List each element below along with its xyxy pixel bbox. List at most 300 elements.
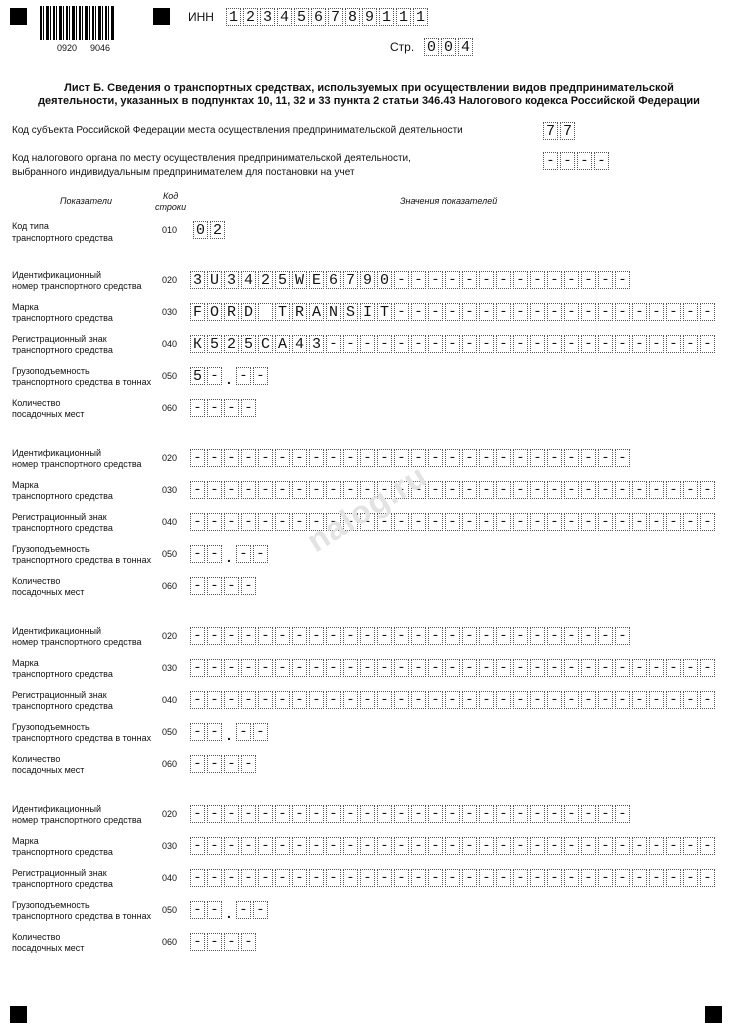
- vehicle-4-brand-cell[interactable]: [207, 837, 222, 855]
- vehicle-3-vin-cell[interactable]: [377, 627, 392, 645]
- vehicle-1-brand-cell[interactable]: I: [360, 303, 375, 321]
- vehicle-4-reg-cell[interactable]: [649, 869, 664, 887]
- vehicle-2-brand-cell[interactable]: [649, 481, 664, 499]
- vehicle-4-reg-cell[interactable]: [479, 869, 494, 887]
- vehicle-1-vin-cell[interactable]: [581, 271, 596, 289]
- inn-cell[interactable]: 2: [243, 8, 258, 26]
- vehicle-1-brand-cell[interactable]: T: [275, 303, 290, 321]
- vehicle-3-vin-cell[interactable]: [190, 627, 205, 645]
- vehicle-2-reg-cell[interactable]: [411, 513, 426, 531]
- vehicle-3-brand-cell[interactable]: [394, 659, 409, 677]
- vehicle-4-vin-cell[interactable]: [581, 805, 596, 823]
- vehicle-2-brand-cell[interactable]: [598, 481, 613, 499]
- vehicle-4-seats-cell[interactable]: [241, 933, 256, 951]
- vehicle-3-vin-cell[interactable]: [479, 627, 494, 645]
- vehicle-4-brand-cell[interactable]: [581, 837, 596, 855]
- vehicle-3-brand-cell[interactable]: [224, 659, 239, 677]
- vehicle-4-reg-cell[interactable]: [190, 869, 205, 887]
- vehicle-3-cap-frac-cell[interactable]: [236, 723, 251, 741]
- vehicle-1-vin-cell[interactable]: [496, 271, 511, 289]
- vehicle-1-reg-cell[interactable]: [462, 335, 477, 353]
- vehicle-3-brand-cell[interactable]: [530, 659, 545, 677]
- vehicle-2-vin-cell[interactable]: [564, 449, 579, 467]
- vehicle-1-reg-cell[interactable]: [479, 335, 494, 353]
- vehicle-4-vin-cell[interactable]: [190, 805, 205, 823]
- vehicle-4-vin-cell[interactable]: [360, 805, 375, 823]
- vehicle-4-vin-cell[interactable]: [530, 805, 545, 823]
- vehicle-2-reg-cell[interactable]: [224, 513, 239, 531]
- vehicle-4-vin-cell[interactable]: [615, 805, 630, 823]
- vehicle-3-reg-cell[interactable]: [394, 691, 409, 709]
- vehicle-2-reg-cell[interactable]: [700, 513, 715, 531]
- vehicle-2-brand-cell[interactable]: [496, 481, 511, 499]
- vehicle-2-cap-frac-cell[interactable]: [236, 545, 251, 563]
- vehicle-4-vin-cell[interactable]: [292, 805, 307, 823]
- vehicle-3-reg-cell[interactable]: [615, 691, 630, 709]
- vehicle-3-vin-cell[interactable]: [394, 627, 409, 645]
- vehicle-4-reg-cell[interactable]: [309, 869, 324, 887]
- vehicle-4-vin-cell[interactable]: [547, 805, 562, 823]
- vehicle-4-seats-cell[interactable]: [190, 933, 205, 951]
- vehicle-1-brand-cell[interactable]: T: [377, 303, 392, 321]
- subject-code-cell[interactable]: 7: [543, 122, 558, 140]
- vehicle-3-reg-cell[interactable]: [241, 691, 256, 709]
- vehicle-2-vin-cell[interactable]: [190, 449, 205, 467]
- vehicle-1-reg-cell[interactable]: [700, 335, 715, 353]
- vehicle-1-reg-cell[interactable]: [666, 335, 681, 353]
- vehicle-2-vin-cell[interactable]: [581, 449, 596, 467]
- vehicle-3-vin-cell[interactable]: [411, 627, 426, 645]
- vehicle-4-vin-cell[interactable]: [394, 805, 409, 823]
- vehicle-3-brand-cell[interactable]: [241, 659, 256, 677]
- vehicle-1-cap-frac-cell[interactable]: [253, 367, 268, 385]
- vehicle-4-vin-cell[interactable]: [241, 805, 256, 823]
- vehicle-1-brand-cell[interactable]: N: [326, 303, 341, 321]
- vehicle-3-vin-field[interactable]: [190, 627, 632, 647]
- vehicle-2-brand-cell[interactable]: [258, 481, 273, 499]
- vehicle-2-brand-cell[interactable]: [241, 481, 256, 499]
- page-number-cell[interactable]: 0: [424, 38, 439, 56]
- page-number-field[interactable]: [424, 38, 475, 58]
- vehicle-1-vin-cell[interactable]: [564, 271, 579, 289]
- vehicle-4-brand-cell[interactable]: [649, 837, 664, 855]
- vehicle-3-vin-cell[interactable]: [241, 627, 256, 645]
- vehicle-2-vin-cell[interactable]: [275, 449, 290, 467]
- tax-office-code-field[interactable]: [543, 152, 611, 172]
- vehicle-2-reg-cell[interactable]: [445, 513, 460, 531]
- vehicle-4-vin-cell[interactable]: [326, 805, 341, 823]
- tax-office-code-cell[interactable]: [577, 152, 592, 170]
- vehicle-3-vin-cell[interactable]: [615, 627, 630, 645]
- vehicle-4-seats-field[interactable]: [190, 933, 258, 953]
- vehicle-4-brand-cell[interactable]: [241, 837, 256, 855]
- vehicle-3-reg-cell[interactable]: [479, 691, 494, 709]
- vehicle-4-vin-cell[interactable]: [513, 805, 528, 823]
- vehicle-1-vin-cell[interactable]: 7: [343, 271, 358, 289]
- vehicle-3-brand-cell[interactable]: [598, 659, 613, 677]
- vehicle-2-vin-cell[interactable]: [343, 449, 358, 467]
- vehicle-1-reg-cell[interactable]: С: [258, 335, 273, 353]
- vehicle-3-reg-cell[interactable]: [547, 691, 562, 709]
- vehicle-1-vin-field[interactable]: [190, 271, 632, 291]
- vehicle-4-vin-cell[interactable]: [462, 805, 477, 823]
- vehicle-1-vin-cell[interactable]: [598, 271, 613, 289]
- vehicle-2-cap-frac-cell[interactable]: [253, 545, 268, 563]
- vehicle-4-brand-cell[interactable]: [700, 837, 715, 855]
- vehicle-4-brand-cell[interactable]: [666, 837, 681, 855]
- vehicle-1-brand-cell[interactable]: [598, 303, 613, 321]
- vehicle-4-cap-frac-cell[interactable]: [236, 901, 251, 919]
- vehicle-1-brand-cell[interactable]: [666, 303, 681, 321]
- vehicle-3-reg-cell[interactable]: [428, 691, 443, 709]
- vehicle-4-brand-cell[interactable]: [411, 837, 426, 855]
- vehicle-3-seats-field[interactable]: [190, 755, 258, 775]
- vehicle-2-brand-cell[interactable]: [309, 481, 324, 499]
- vehicle-4-brand-cell[interactable]: [530, 837, 545, 855]
- page-number-cell[interactable]: 0: [441, 38, 456, 56]
- vehicle-1-reg-cell[interactable]: А: [275, 335, 290, 353]
- vehicle-4-vin-cell[interactable]: [428, 805, 443, 823]
- vehicle-3-reg-cell[interactable]: [343, 691, 358, 709]
- vehicle-1-vin-cell[interactable]: 0: [377, 271, 392, 289]
- vehicle-2-vin-cell[interactable]: [598, 449, 613, 467]
- vehicle-1-seats-cell[interactable]: [224, 399, 239, 417]
- vehicle-2-brand-cell[interactable]: [326, 481, 341, 499]
- vehicle-4-vin-cell[interactable]: [309, 805, 324, 823]
- vehicle-1-vin-cell[interactable]: [479, 271, 494, 289]
- vehicle-1-cap-field[interactable]: [190, 367, 270, 387]
- vehicle-3-brand-cell[interactable]: [496, 659, 511, 677]
- vehicle-4-reg-field[interactable]: [190, 869, 717, 889]
- vehicle-4-brand-cell[interactable]: [326, 837, 341, 855]
- vehicle-1-seats-cell[interactable]: [241, 399, 256, 417]
- vehicle-2-brand-cell[interactable]: [292, 481, 307, 499]
- inn-cell[interactable]: 1: [379, 8, 394, 26]
- vehicle-1-brand-cell[interactable]: F: [190, 303, 205, 321]
- vehicle-4-cap-int-cell[interactable]: [190, 901, 205, 919]
- vehicle-2-brand-cell[interactable]: [513, 481, 528, 499]
- vehicle-2-brand-cell[interactable]: [445, 481, 460, 499]
- vehicle-3-brand-cell[interactable]: [649, 659, 664, 677]
- vehicle-4-brand-cell[interactable]: [190, 837, 205, 855]
- vehicle-1-reg-cell[interactable]: [428, 335, 443, 353]
- vehicle-2-brand-cell[interactable]: [479, 481, 494, 499]
- vehicle-1-vin-cell[interactable]: [513, 271, 528, 289]
- vehicle-2-reg-cell[interactable]: [615, 513, 630, 531]
- vehicle-3-reg-cell[interactable]: [190, 691, 205, 709]
- vehicle-4-brand-cell[interactable]: [258, 837, 273, 855]
- vehicle-4-brand-cell[interactable]: [394, 837, 409, 855]
- vehicle-2-vin-cell[interactable]: [445, 449, 460, 467]
- vehicle-3-seats-cell[interactable]: [207, 755, 222, 773]
- vehicle-1-seats-cell[interactable]: [207, 399, 222, 417]
- vehicle-3-brand-cell[interactable]: [462, 659, 477, 677]
- tax-office-code-cell[interactable]: [543, 152, 558, 170]
- vehicle-1-brand-cell[interactable]: [530, 303, 545, 321]
- vehicle-1-reg-cell[interactable]: [598, 335, 613, 353]
- inn-cell[interactable]: 1: [226, 8, 241, 26]
- vehicle-2-vin-cell[interactable]: [428, 449, 443, 467]
- vehicle-4-brand-cell[interactable]: [615, 837, 630, 855]
- vehicle-1-vin-cell[interactable]: U: [207, 271, 222, 289]
- vehicle-3-vin-cell[interactable]: [207, 627, 222, 645]
- vehicle-1-brand-cell[interactable]: [700, 303, 715, 321]
- vehicle-1-brand-cell[interactable]: [479, 303, 494, 321]
- vehicle-1-reg-cell[interactable]: [632, 335, 647, 353]
- vehicle-4-brand-cell[interactable]: [479, 837, 494, 855]
- vehicle-3-vin-cell[interactable]: [598, 627, 613, 645]
- vehicle-2-reg-cell[interactable]: [462, 513, 477, 531]
- vehicle-3-reg-cell[interactable]: [411, 691, 426, 709]
- inn-cell[interactable]: 6: [311, 8, 326, 26]
- vehicle-4-reg-cell[interactable]: [564, 869, 579, 887]
- vehicle-3-brand-cell[interactable]: [411, 659, 426, 677]
- vehicle-2-reg-cell[interactable]: [564, 513, 579, 531]
- vehicle-3-brand-cell[interactable]: [377, 659, 392, 677]
- page-number-cell[interactable]: 4: [458, 38, 473, 56]
- vehicle-4-vin-cell[interactable]: [275, 805, 290, 823]
- inn-cell[interactable]: 5: [294, 8, 309, 26]
- vehicle-3-reg-cell[interactable]: [683, 691, 698, 709]
- vehicle-1-vin-cell[interactable]: [411, 271, 426, 289]
- vehicle-3-brand-cell[interactable]: [207, 659, 222, 677]
- vehicle-3-reg-cell[interactable]: [309, 691, 324, 709]
- vehicle-type-cell[interactable]: 2: [210, 221, 225, 239]
- vehicle-3-seats-cell[interactable]: [224, 755, 239, 773]
- vehicle-1-vin-cell[interactable]: E: [309, 271, 324, 289]
- vehicle-2-reg-cell[interactable]: [190, 513, 205, 531]
- vehicle-2-seats-cell[interactable]: [190, 577, 205, 595]
- subject-code-cell[interactable]: 7: [560, 122, 575, 140]
- vehicle-1-vin-cell[interactable]: [547, 271, 562, 289]
- vehicle-1-vin-cell[interactable]: [530, 271, 545, 289]
- vehicle-3-reg-cell[interactable]: [292, 691, 307, 709]
- vehicle-1-vin-cell[interactable]: [428, 271, 443, 289]
- vehicle-2-vin-cell[interactable]: [479, 449, 494, 467]
- vehicle-2-reg-cell[interactable]: [496, 513, 511, 531]
- vehicle-4-vin-cell[interactable]: [343, 805, 358, 823]
- vehicle-1-brand-cell[interactable]: [683, 303, 698, 321]
- vehicle-4-brand-cell[interactable]: [496, 837, 511, 855]
- vehicle-4-brand-cell[interactable]: [292, 837, 307, 855]
- vehicle-4-vin-cell[interactable]: [479, 805, 494, 823]
- vehicle-2-reg-cell[interactable]: [530, 513, 545, 531]
- vehicle-2-reg-cell[interactable]: [598, 513, 613, 531]
- vehicle-3-reg-cell[interactable]: [462, 691, 477, 709]
- vehicle-1-reg-cell[interactable]: [394, 335, 409, 353]
- vehicle-3-brand-cell[interactable]: [360, 659, 375, 677]
- vehicle-1-vin-cell[interactable]: [394, 271, 409, 289]
- vehicle-3-reg-cell[interactable]: [207, 691, 222, 709]
- vehicle-3-vin-cell[interactable]: [445, 627, 460, 645]
- vehicle-2-seats-field[interactable]: [190, 577, 258, 597]
- vehicle-2-brand-field[interactable]: [190, 481, 717, 501]
- vehicle-4-reg-cell[interactable]: [598, 869, 613, 887]
- vehicle-4-vin-cell[interactable]: [258, 805, 273, 823]
- vehicle-3-brand-cell[interactable]: [666, 659, 681, 677]
- vehicle-1-reg-field[interactable]: [190, 335, 717, 355]
- vehicle-3-cap-field[interactable]: [190, 723, 270, 743]
- vehicle-1-reg-cell[interactable]: [496, 335, 511, 353]
- vehicle-3-brand-cell[interactable]: [513, 659, 528, 677]
- vehicle-1-reg-cell[interactable]: 4: [292, 335, 307, 353]
- vehicle-4-brand-cell[interactable]: [275, 837, 290, 855]
- vehicle-2-reg-cell[interactable]: [479, 513, 494, 531]
- inn-cell[interactable]: 3: [260, 8, 275, 26]
- vehicle-4-brand-cell[interactable]: [683, 837, 698, 855]
- vehicle-2-seats-cell[interactable]: [207, 577, 222, 595]
- vehicle-3-brand-cell[interactable]: [343, 659, 358, 677]
- vehicle-2-reg-cell[interactable]: [547, 513, 562, 531]
- vehicle-4-reg-cell[interactable]: [326, 869, 341, 887]
- vehicle-4-vin-cell[interactable]: [598, 805, 613, 823]
- vehicle-2-brand-cell[interactable]: [275, 481, 290, 499]
- vehicle-4-vin-cell[interactable]: [445, 805, 460, 823]
- vehicle-2-vin-cell[interactable]: [377, 449, 392, 467]
- vehicle-3-brand-cell[interactable]: [326, 659, 341, 677]
- vehicle-1-brand-cell[interactable]: [394, 303, 409, 321]
- vehicle-3-brand-cell[interactable]: [479, 659, 494, 677]
- vehicle-4-reg-cell[interactable]: [360, 869, 375, 887]
- inn-field[interactable]: [226, 8, 430, 28]
- vehicle-2-brand-cell[interactable]: [581, 481, 596, 499]
- vehicle-2-vin-cell[interactable]: [326, 449, 341, 467]
- vehicle-4-reg-cell[interactable]: [292, 869, 307, 887]
- vehicle-1-brand-cell[interactable]: [632, 303, 647, 321]
- vehicle-2-brand-cell[interactable]: [564, 481, 579, 499]
- vehicle-3-vin-cell[interactable]: [343, 627, 358, 645]
- vehicle-1-cap-frac-cell[interactable]: [236, 367, 251, 385]
- vehicle-4-reg-cell[interactable]: [343, 869, 358, 887]
- vehicle-2-brand-cell[interactable]: [224, 481, 239, 499]
- vehicle-1-brand-cell[interactable]: A: [309, 303, 324, 321]
- vehicle-3-brand-cell[interactable]: [632, 659, 647, 677]
- vehicle-1-brand-cell[interactable]: R: [292, 303, 307, 321]
- vehicle-2-brand-cell[interactable]: [700, 481, 715, 499]
- vehicle-3-reg-cell[interactable]: [496, 691, 511, 709]
- vehicle-1-vin-cell[interactable]: W: [292, 271, 307, 289]
- vehicle-2-cap-int-cell[interactable]: [190, 545, 205, 563]
- vehicle-4-brand-cell[interactable]: [360, 837, 375, 855]
- vehicle-4-reg-cell[interactable]: [445, 869, 460, 887]
- vehicle-3-brand-cell[interactable]: [445, 659, 460, 677]
- vehicle-4-vin-field[interactable]: [190, 805, 632, 825]
- inn-cell[interactable]: 8: [345, 8, 360, 26]
- vehicle-3-reg-cell[interactable]: [258, 691, 273, 709]
- vehicle-3-vin-cell[interactable]: [547, 627, 562, 645]
- vehicle-3-reg-cell[interactable]: [666, 691, 681, 709]
- vehicle-2-reg-cell[interactable]: [207, 513, 222, 531]
- vehicle-2-brand-cell[interactable]: [666, 481, 681, 499]
- vehicle-2-vin-cell[interactable]: [309, 449, 324, 467]
- vehicle-4-seats-cell[interactable]: [224, 933, 239, 951]
- vehicle-1-reg-cell[interactable]: [343, 335, 358, 353]
- vehicle-4-brand-cell[interactable]: [462, 837, 477, 855]
- vehicle-2-seats-cell[interactable]: [224, 577, 239, 595]
- vehicle-1-vin-cell[interactable]: 5: [275, 271, 290, 289]
- vehicle-2-seats-cell[interactable]: [241, 577, 256, 595]
- vehicle-3-brand-cell[interactable]: [258, 659, 273, 677]
- vehicle-3-reg-cell[interactable]: [564, 691, 579, 709]
- vehicle-3-vin-cell[interactable]: [581, 627, 596, 645]
- vehicle-2-reg-cell[interactable]: [513, 513, 528, 531]
- vehicle-1-cap-int-cell[interactable]: 5: [190, 367, 205, 385]
- vehicle-1-reg-cell[interactable]: [683, 335, 698, 353]
- vehicle-1-reg-cell[interactable]: К: [190, 335, 205, 353]
- vehicle-4-brand-cell[interactable]: [632, 837, 647, 855]
- vehicle-3-vin-cell[interactable]: [360, 627, 375, 645]
- vehicle-1-brand-cell[interactable]: [649, 303, 664, 321]
- vehicle-2-cap-int-cell[interactable]: [207, 545, 222, 563]
- vehicle-2-brand-cell[interactable]: [207, 481, 222, 499]
- vehicle-3-reg-cell[interactable]: [700, 691, 715, 709]
- vehicle-3-reg-cell[interactable]: [598, 691, 613, 709]
- vehicle-1-brand-cell[interactable]: [258, 303, 273, 321]
- vehicle-4-vin-cell[interactable]: [224, 805, 239, 823]
- vehicle-4-cap-field[interactable]: [190, 901, 270, 921]
- vehicle-2-vin-cell[interactable]: [241, 449, 256, 467]
- vehicle-2-reg-cell[interactable]: [632, 513, 647, 531]
- vehicle-1-vin-cell[interactable]: 2: [258, 271, 273, 289]
- vehicle-4-vin-cell[interactable]: [411, 805, 426, 823]
- vehicle-3-seats-cell[interactable]: [190, 755, 205, 773]
- vehicle-4-reg-cell[interactable]: [224, 869, 239, 887]
- tax-office-code-cell[interactable]: [594, 152, 609, 170]
- vehicle-3-reg-field[interactable]: [190, 691, 717, 711]
- vehicle-2-vin-cell[interactable]: [360, 449, 375, 467]
- vehicle-2-vin-cell[interactable]: [513, 449, 528, 467]
- vehicle-4-reg-cell[interactable]: [666, 869, 681, 887]
- vehicle-2-reg-cell[interactable]: [683, 513, 698, 531]
- vehicle-2-reg-cell[interactable]: [258, 513, 273, 531]
- vehicle-3-vin-cell[interactable]: [292, 627, 307, 645]
- vehicle-1-vin-cell[interactable]: 9: [360, 271, 375, 289]
- vehicle-2-reg-field[interactable]: [190, 513, 717, 533]
- vehicle-3-brand-cell[interactable]: [615, 659, 630, 677]
- vehicle-1-vin-cell[interactable]: 4: [241, 271, 256, 289]
- vehicle-2-vin-cell[interactable]: [292, 449, 307, 467]
- vehicle-4-cap-int-cell[interactable]: [207, 901, 222, 919]
- vehicle-2-vin-cell[interactable]: [530, 449, 545, 467]
- vehicle-4-reg-cell[interactable]: [258, 869, 273, 887]
- vehicle-2-vin-cell[interactable]: [207, 449, 222, 467]
- vehicle-2-reg-cell[interactable]: [394, 513, 409, 531]
- vehicle-1-vin-cell[interactable]: 3: [190, 271, 205, 289]
- vehicle-4-reg-cell[interactable]: [377, 869, 392, 887]
- vehicle-3-cap-frac-cell[interactable]: [253, 723, 268, 741]
- vehicle-4-brand-cell[interactable]: [564, 837, 579, 855]
- vehicle-2-brand-cell[interactable]: [547, 481, 562, 499]
- vehicle-4-brand-field[interactable]: [190, 837, 717, 857]
- vehicle-3-brand-cell[interactable]: [428, 659, 443, 677]
- vehicle-4-reg-cell[interactable]: [207, 869, 222, 887]
- vehicle-4-brand-cell[interactable]: [547, 837, 562, 855]
- vehicle-4-vin-cell[interactable]: [564, 805, 579, 823]
- inn-cell[interactable]: 9: [362, 8, 377, 26]
- vehicle-3-brand-cell[interactable]: [581, 659, 596, 677]
- vehicle-3-cap-int-cell[interactable]: [190, 723, 205, 741]
- vehicle-3-reg-cell[interactable]: [513, 691, 528, 709]
- vehicle-3-vin-cell[interactable]: [564, 627, 579, 645]
- vehicle-3-vin-cell[interactable]: [513, 627, 528, 645]
- vehicle-3-seats-cell[interactable]: [241, 755, 256, 773]
- vehicle-1-reg-cell[interactable]: [411, 335, 426, 353]
- vehicle-3-vin-cell[interactable]: [275, 627, 290, 645]
- vehicle-3-brand-cell[interactable]: [190, 659, 205, 677]
- vehicle-3-brand-cell[interactable]: [547, 659, 562, 677]
- vehicle-1-reg-cell[interactable]: 3: [309, 335, 324, 353]
- vehicle-1-brand-cell[interactable]: [411, 303, 426, 321]
